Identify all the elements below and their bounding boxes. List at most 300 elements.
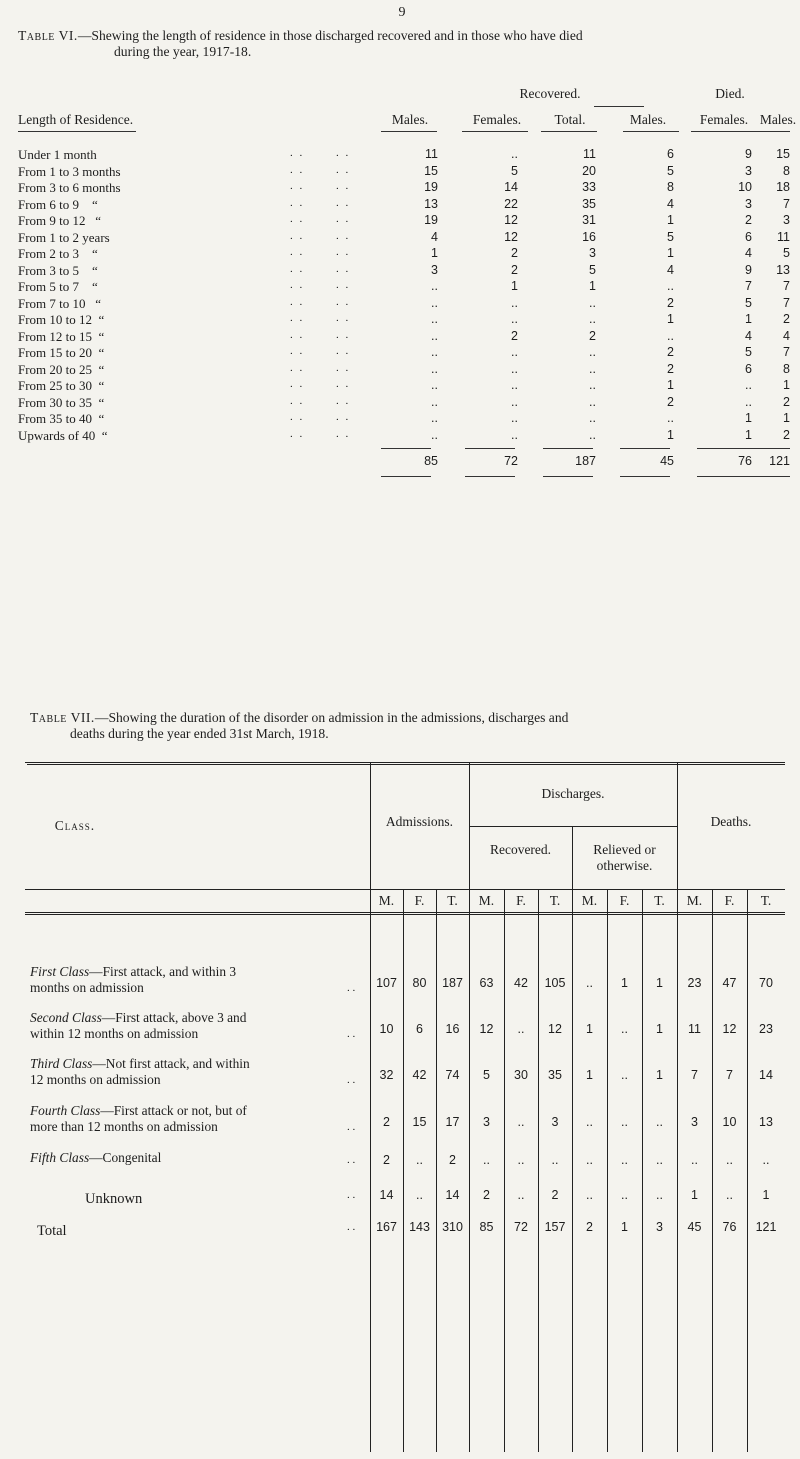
table7-row-name: Unknown	[85, 1191, 143, 1207]
table7-top-rule2	[27, 764, 785, 765]
table6-cell: 7	[783, 279, 790, 293]
table6-cell: ..	[431, 378, 438, 392]
table6-cell: 3	[745, 196, 752, 211]
table7-cell: ..	[691, 1153, 698, 1167]
table7-cell: 30	[514, 1068, 528, 1082]
table6-row	[0, 246, 800, 263]
table7-vline	[677, 762, 678, 1452]
table6-cell: 8	[783, 361, 790, 376]
table7-cell: 76	[722, 1220, 737, 1234]
table6-leader-dots: . .	[290, 229, 305, 242]
table6-cell: 18	[776, 180, 790, 194]
table6-cell: 3	[589, 246, 596, 260]
table7-col-relieved-1: Relieved or	[593, 842, 656, 857]
table6-title-line1: —Shewing the length of residence in those discharged recovered and in those who have died	[77, 28, 583, 43]
table7-cell: ..	[586, 976, 593, 990]
table6-row	[0, 428, 800, 445]
table6-row-label: From 6 to 9 “	[18, 196, 98, 212]
table7-cell: 3	[691, 1115, 698, 1129]
table7-cell: 167	[376, 1220, 397, 1234]
table6-cell: 11	[583, 147, 596, 161]
table7-cell: 2	[483, 1188, 490, 1202]
table6-leader-dots: . .	[290, 411, 305, 423]
table6-cell: 19	[424, 213, 438, 227]
table6-cell: ..	[745, 394, 752, 409]
table6-cell: 1	[745, 427, 752, 442]
table6-cell: 2	[745, 213, 752, 227]
table6-group-died: Died.	[715, 86, 745, 101]
table7-cell: 13	[759, 1115, 773, 1129]
table6-cell: 33	[582, 180, 596, 194]
table7-cell: 10	[722, 1115, 737, 1129]
table6-cell: 19	[424, 180, 438, 194]
table6-cell: 7	[745, 279, 752, 293]
table6-cell: 1	[667, 312, 674, 326]
table6-total-cell: 121	[769, 454, 790, 468]
table7-class-name: Second Class	[30, 1010, 102, 1025]
table6-leader-dots: . .	[336, 262, 351, 275]
table6-leader-dots: . .	[290, 295, 305, 308]
table7-discharge-rule	[469, 826, 677, 827]
table7-cell: 23	[759, 1022, 773, 1036]
table7-vline	[642, 889, 643, 1452]
table6-cell: 31	[582, 213, 596, 227]
table7-cell: ..	[621, 1188, 628, 1202]
table6-cell: 16	[582, 229, 596, 244]
table7-subcol-header: F.	[516, 893, 526, 908]
table7-leader-dots: . .	[347, 1189, 356, 1201]
table6-leader-dots: . .	[290, 394, 305, 407]
table6-leader-dots: . .	[336, 279, 351, 291]
table7-cell: ..	[726, 1188, 733, 1202]
table6-bottom-rule	[745, 476, 790, 477]
table6-row	[0, 180, 800, 197]
table6-cell: 2	[511, 262, 518, 277]
table7-cell: 5	[483, 1068, 490, 1082]
table6-leader-dots: . .	[290, 262, 305, 275]
table6-row-label: From 12 to 15 “	[18, 328, 105, 344]
table6-cell: 2	[783, 312, 790, 326]
table7-leader-dots: . .	[347, 1121, 356, 1133]
table6-cell: 13	[424, 196, 438, 211]
table6-leader-dots: . .	[290, 213, 305, 225]
table6-leader-dots: . .	[336, 394, 351, 407]
table7-cell: ..	[517, 1115, 525, 1129]
table6-total-cell: 85	[424, 454, 438, 468]
table7-cell: 1	[621, 976, 628, 990]
table6-leader-dots: . .	[290, 427, 305, 440]
table6-row	[0, 329, 800, 346]
table6-cell: 5	[511, 163, 518, 178]
table6	[0, 60, 800, 620]
table6-bottom-rule	[697, 476, 747, 477]
table6-cell: 4	[745, 246, 752, 260]
table6-cell: 5	[745, 345, 752, 359]
table6-header-rule	[462, 131, 528, 132]
table7-leader-dots: . .	[347, 1074, 356, 1086]
table6-row-label: From 15 to 20 “	[18, 345, 105, 360]
table6-leader-dots: . .	[336, 213, 351, 225]
table7-cell: 14	[379, 1188, 394, 1202]
table7-col-class-text: Class.	[54, 818, 96, 833]
table6-cell: 1	[667, 427, 674, 442]
table6-label: Table VI.	[18, 28, 78, 43]
table7-cell: 63	[479, 976, 494, 990]
table7-cell: 1	[656, 1068, 663, 1082]
table6-group-recovered: Recovered.	[519, 86, 581, 101]
table7-cell: 14	[759, 1068, 773, 1082]
table7-subcol-header: F.	[724, 893, 735, 908]
table6-row-label: From 35 to 40 “	[18, 411, 105, 426]
table6-row	[0, 378, 800, 395]
table7-cell: 1	[656, 976, 663, 990]
table7-title-line2: deaths during the year ended 31st March, 1918.	[70, 726, 329, 741]
table6-cell: 11	[425, 147, 438, 161]
table6-cell: ..	[511, 295, 518, 310]
table6-col-females-died: Females.	[699, 112, 749, 127]
table6-col-total-rec: Total.	[554, 112, 586, 127]
table6-cell: 7	[783, 196, 790, 211]
table6-leader-dots: . .	[336, 361, 351, 374]
table7-cell: 47	[722, 976, 737, 990]
table7-leader-dots: . .	[347, 1221, 356, 1233]
table6-col-males-rec: Males.	[391, 112, 429, 127]
table7-row-label	[30, 1010, 246, 1042]
table7-top-rule	[25, 762, 785, 763]
table7-cell: 2	[383, 1153, 390, 1167]
table7-cell: 10	[379, 1022, 394, 1036]
table7-title-line1: —Showing the duration of the disorder on admission in the admissions, discharges and	[94, 710, 569, 725]
table7-cell: 12	[722, 1022, 737, 1036]
table6-cell: 5	[667, 229, 674, 244]
table6-cell: 2	[667, 394, 674, 409]
table6-cell: ..	[431, 361, 438, 376]
table6-col-males-died2: Males.	[759, 112, 797, 127]
table6-cell: 8	[667, 180, 674, 194]
table6-cell: ..	[511, 378, 518, 392]
table7-col-recovered: Recovered.	[489, 842, 552, 857]
table6-cell: ..	[511, 394, 518, 409]
table6-cell: ..	[667, 328, 674, 343]
table6-leader-dots: . .	[336, 427, 351, 440]
table6-cell: 35	[582, 196, 596, 211]
table7-cell: 157	[544, 1220, 566, 1234]
table6-cell: 1	[745, 411, 752, 425]
table6-row	[0, 312, 800, 329]
table6-cell: 7	[783, 345, 790, 359]
table6-cell: 1	[511, 279, 518, 293]
table7-class-name: First Class	[30, 964, 90, 979]
table7-row-label	[37, 1223, 67, 1239]
table7-cell: 3	[483, 1115, 490, 1129]
table6-row-label: From 25 to 30 “	[18, 378, 105, 393]
table6-header-rule	[623, 131, 679, 132]
table7-subcol-header: T.	[760, 893, 772, 908]
table6-bottom-rule	[543, 476, 593, 477]
table7-class-name: Fourth Class	[30, 1103, 101, 1118]
table6-cell: ..	[589, 345, 596, 359]
table6-cell: 15	[776, 147, 790, 161]
table7-cell: 14	[445, 1188, 460, 1202]
table7-cell: 12	[479, 1022, 494, 1036]
table7-vline	[572, 826, 573, 1452]
table7-row-label	[30, 1056, 250, 1088]
table6-total-rule	[381, 448, 431, 449]
table6-row-label: From 2 to 3 “	[18, 246, 98, 261]
table6-leader-dots: . .	[336, 229, 351, 242]
table7-cell: 2	[383, 1115, 390, 1129]
table7-subcol-header: T.	[447, 893, 458, 908]
table7-row-label	[85, 1191, 142, 1207]
table6-leader-dots: . .	[290, 180, 305, 192]
table7-vline	[607, 889, 608, 1452]
table7-cell: ..	[586, 1153, 593, 1167]
table7-cell: 85	[479, 1220, 494, 1234]
table6-cell: 4	[745, 328, 752, 343]
table6-cell: 1	[431, 246, 438, 260]
table6-cell: 2	[667, 295, 674, 310]
table6-row-label: From 10 to 12 “	[18, 312, 105, 327]
table6-cell: 1	[783, 411, 790, 425]
table7-leader-dots: . .	[347, 1154, 356, 1166]
table6-row	[0, 263, 800, 280]
table6-cell: 9	[745, 262, 752, 277]
table6-total-cell: 76	[738, 454, 752, 468]
table7-cell: ..	[656, 1115, 663, 1129]
table6-cell: 6	[667, 147, 674, 161]
table6-leader-dots: . .	[290, 361, 305, 374]
table7-cell: 15	[412, 1115, 427, 1129]
table7-cell: ..	[416, 1153, 423, 1167]
table6-cell: 1	[667, 213, 674, 227]
table7-cell: ..	[517, 1022, 525, 1036]
table7-cell: 1	[691, 1188, 698, 1202]
table6-cell: ..	[511, 312, 518, 326]
table6-cell: 2	[667, 361, 674, 376]
table7-cell: 35	[548, 1068, 562, 1082]
table7-cell: 11	[688, 1022, 701, 1036]
table6-cell: ..	[589, 427, 596, 442]
table7-cell: ..	[656, 1188, 663, 1202]
table6-cell: 4	[783, 328, 790, 343]
table6-cell: 15	[424, 163, 438, 178]
table6-cell: 1	[783, 378, 790, 392]
table6-cell: 3	[431, 262, 438, 277]
table6-row-label: From 3 to 5 “	[18, 262, 98, 278]
table6-leader-dots: . .	[336, 295, 351, 308]
page-number: 9	[398, 5, 406, 20]
table7-vline	[712, 889, 713, 1452]
table6-cell: ..	[667, 411, 674, 425]
table7-class-desc-cont: 12 months on admission	[30, 1072, 161, 1087]
table6-total-rule	[697, 448, 747, 449]
table6-cell: 5	[589, 262, 596, 277]
table6-row-label: From 1 to 2 years	[18, 229, 110, 245]
table7-cell: ..	[621, 1022, 628, 1036]
table6-cell: 3	[745, 163, 752, 178]
table7-cell: 2	[586, 1220, 593, 1234]
table6-cell: 12	[504, 229, 518, 244]
table6-cell: ..	[589, 378, 596, 392]
table7-cell: 105	[544, 976, 566, 990]
table7-vline	[370, 762, 371, 1452]
table6-title-line2: during the year, 1917-18.	[114, 44, 252, 59]
table6-cell: ..	[511, 345, 518, 359]
table7-cell: 187	[442, 976, 463, 990]
table7-cell: 17	[445, 1115, 460, 1129]
table6-row-label: From 20 to 25 “	[18, 361, 105, 377]
table7-cell: ..	[551, 1153, 559, 1167]
table7-cell: ..	[517, 1188, 525, 1202]
table6-cell: 20	[582, 163, 596, 178]
table6-cell: 9	[745, 147, 752, 161]
table7-subcol-header: F.	[414, 893, 425, 908]
table6-cell: ..	[511, 147, 518, 161]
table7-vline	[403, 889, 404, 1452]
table6-row-label: Upwards of 40 “	[18, 427, 108, 443]
table6-row	[0, 164, 800, 181]
table6-cell: 6	[745, 361, 752, 376]
table6-leader-dots: . .	[336, 378, 351, 390]
table6-bottom-rule	[381, 476, 431, 477]
table6-cell: ..	[431, 312, 438, 326]
table7-class-desc: —First attack, above 3 and	[101, 1010, 247, 1025]
table7-class-name: Third Class	[30, 1056, 93, 1071]
table7-cell: 121	[755, 1220, 777, 1234]
table7-cell: ..	[621, 1068, 628, 1082]
table7-cell: 1	[586, 1022, 593, 1036]
table7-col-deaths: Deaths.	[710, 814, 752, 829]
table6-row-label: From 3 to 6 months	[18, 180, 121, 195]
table6-cell: 1	[589, 279, 596, 293]
table7-subheader-rule2	[25, 914, 785, 915]
table6-cell: ..	[431, 345, 438, 359]
table6-row-label: From 1 to 3 months	[18, 163, 121, 179]
table6-cell: 14	[504, 180, 518, 194]
table7-class-desc: —Not first attack, and within	[92, 1056, 250, 1071]
table6-leader-dots: . .	[336, 345, 351, 357]
table7-subcol-header: M.	[686, 893, 703, 908]
table7-class-desc: —First attack, and within 3	[89, 964, 237, 979]
table6-leader-dots: . .	[290, 279, 305, 291]
table6-header-rule	[750, 131, 790, 132]
table7-col-relieved-2: otherwise.	[596, 858, 653, 873]
table6-cell: ..	[431, 394, 438, 409]
table6-leader-dots: . .	[290, 312, 305, 324]
table6-row-label: From 5 to 7 “	[18, 279, 98, 294]
table6-cell: 3	[783, 213, 790, 227]
table6-leader-dots: . .	[290, 378, 305, 390]
table6-row	[0, 395, 800, 412]
table6-row	[0, 411, 800, 428]
table6-leader-dots: . .	[336, 180, 351, 192]
table7-vline	[504, 889, 505, 1452]
table7-label: Table VII.	[30, 710, 95, 725]
table6-leader-dots: . .	[336, 246, 351, 258]
table6-col-females-rec: Females.	[472, 112, 522, 127]
table6-bottom-rule	[465, 476, 515, 477]
table6-cell: 1	[667, 378, 674, 392]
table7-cell: 143	[409, 1220, 430, 1234]
table7-cell: 1	[656, 1022, 663, 1036]
table6-cell: 1	[667, 246, 674, 260]
table7-row-name: Total	[37, 1223, 67, 1239]
table6-leader-dots: . .	[290, 163, 305, 176]
table7-cell: 74	[445, 1068, 460, 1082]
table6-cell: 1	[745, 312, 752, 326]
table7	[25, 762, 785, 1452]
table7-cell: 45	[687, 1220, 702, 1234]
table7-cell: 2	[449, 1153, 456, 1167]
table6-cell: ..	[431, 279, 438, 293]
table7-class-desc: —Congenital	[89, 1150, 162, 1165]
table6-row	[0, 197, 800, 214]
table7-cell: 310	[442, 1220, 463, 1234]
table6-cell: 5	[783, 246, 790, 260]
table7-cell: ..	[762, 1153, 770, 1167]
table7-cell: ..	[726, 1153, 733, 1167]
table6-cell: 2	[511, 328, 518, 343]
table7-vline	[747, 889, 748, 1452]
table7-cell: 32	[379, 1068, 394, 1082]
table6-cell: 2	[783, 394, 790, 409]
table6-cell: 4	[667, 262, 674, 277]
table6-leader-dots: . .	[336, 163, 351, 176]
table7-cell: 72	[514, 1220, 528, 1234]
table7-col-discharges: Discharges.	[541, 786, 605, 801]
table7-class-desc: —First attack or not, but of	[100, 1103, 247, 1118]
table6-total-rule	[745, 448, 790, 449]
table7-cell: ..	[621, 1153, 628, 1167]
table6-total-cell: 72	[504, 454, 518, 468]
table7-cell: ..	[416, 1188, 423, 1202]
table6-cell: ..	[431, 328, 438, 343]
table7-leader-dots: . .	[347, 982, 356, 994]
table6-leader-dots: . .	[336, 328, 351, 341]
table6-cell: ..	[589, 361, 596, 376]
table6-leader-dots: . .	[336, 411, 351, 423]
table7-class-desc-cont: months on admission	[30, 980, 144, 995]
table6-cell: ..	[511, 361, 518, 376]
table6-cell: 10	[738, 180, 752, 194]
table7-class-desc-cont: more than 12 months on admission	[30, 1119, 218, 1134]
table7-cell: ..	[517, 1153, 525, 1167]
table6-cell: 2	[783, 427, 790, 442]
table6-died-rule	[594, 106, 644, 107]
table7-vline	[436, 889, 437, 1452]
table6-leader-dots: . .	[336, 312, 351, 324]
table6-cell: 2	[589, 328, 596, 343]
table7-row-label	[30, 1150, 161, 1166]
table6-cell: ..	[511, 411, 518, 425]
table7-header-rule	[25, 889, 785, 890]
table6-total-rule	[620, 448, 670, 449]
table7-vline	[538, 889, 539, 1452]
table6-cell: ..	[431, 427, 438, 442]
table6-row	[0, 296, 800, 313]
table7-class-name: Fifth Class	[30, 1150, 90, 1165]
table6-leader-dots: . .	[336, 147, 351, 159]
table6-row	[0, 230, 800, 247]
table6-cell: ..	[431, 295, 438, 310]
table6-cell: 22	[504, 196, 518, 211]
table6-header-rule	[381, 131, 437, 132]
table6-cell: 2	[511, 246, 518, 260]
table7-col-class	[25, 818, 125, 834]
table6-cell: 2	[667, 345, 674, 359]
table6-cell: ..	[431, 411, 438, 425]
table6-row-label: From 30 to 35 “	[18, 394, 105, 410]
